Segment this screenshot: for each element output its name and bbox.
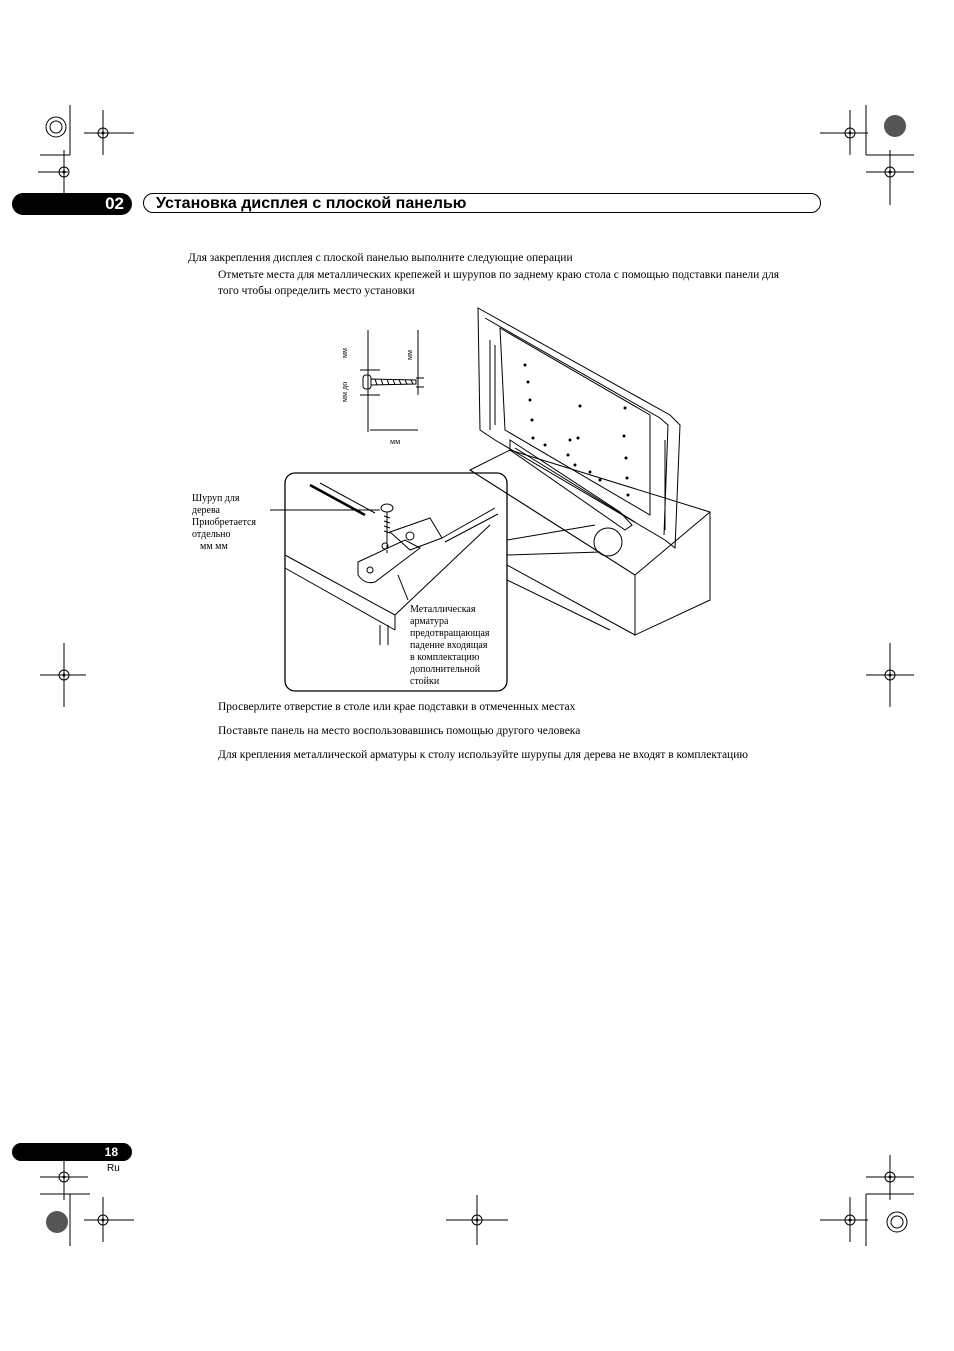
screw-dim-top-right: мм [405, 349, 414, 360]
wood-screw-label-4: отдельно [192, 529, 231, 540]
bracket-label-3: предотвращающая [410, 628, 490, 639]
bracket-label-1: Металлическая [410, 604, 476, 615]
step3-text: Поставьте панель на место воспользовавшись помощью другого человека [218, 725, 581, 737]
step4-text: Для крепления металлической арматуры к столу используйте шурупы для дерева не входят в комплектацию [218, 749, 748, 761]
step2-text: Просверлите отверстие в столе или крае подставки в отмеченных местах [218, 701, 576, 713]
wood-screw-label-2: дерева [192, 505, 220, 516]
wood-screw-label-5: мм мм [200, 541, 228, 552]
language-code: Ru [107, 1163, 120, 1174]
screw-dim-bottom: мм [390, 437, 401, 446]
bracket-label-2: арматура [410, 616, 449, 627]
bracket-label-6: дополнительной [410, 664, 481, 675]
chapter-title: Установка дисплея с плоской панелью [143, 193, 821, 213]
step1-line1: Отметьте места для металлических крепежей и шурупов по заднему краю стола с помощью подставки панели для [218, 269, 779, 281]
bracket-label-7: стойки [410, 676, 440, 687]
intro-text: Для закрепления дисплея с плоской панелью выполните следующие операции [188, 252, 573, 264]
wood-screw-label-3: Приобретается [192, 517, 256, 528]
wood-screw-label-1: Шуруп для [192, 493, 240, 504]
screw-dim-mid-left: мм до [340, 381, 349, 402]
page-number: 18 [12, 1143, 132, 1161]
bracket-label-5: в комплектацию [410, 652, 480, 663]
bracket-label-4: падение входящая [410, 640, 488, 651]
screw-dim-top-left: мм [340, 347, 349, 358]
chapter-number-badge: 02 [12, 193, 132, 215]
step1-line2: того чтобы определить место установки [218, 285, 415, 297]
